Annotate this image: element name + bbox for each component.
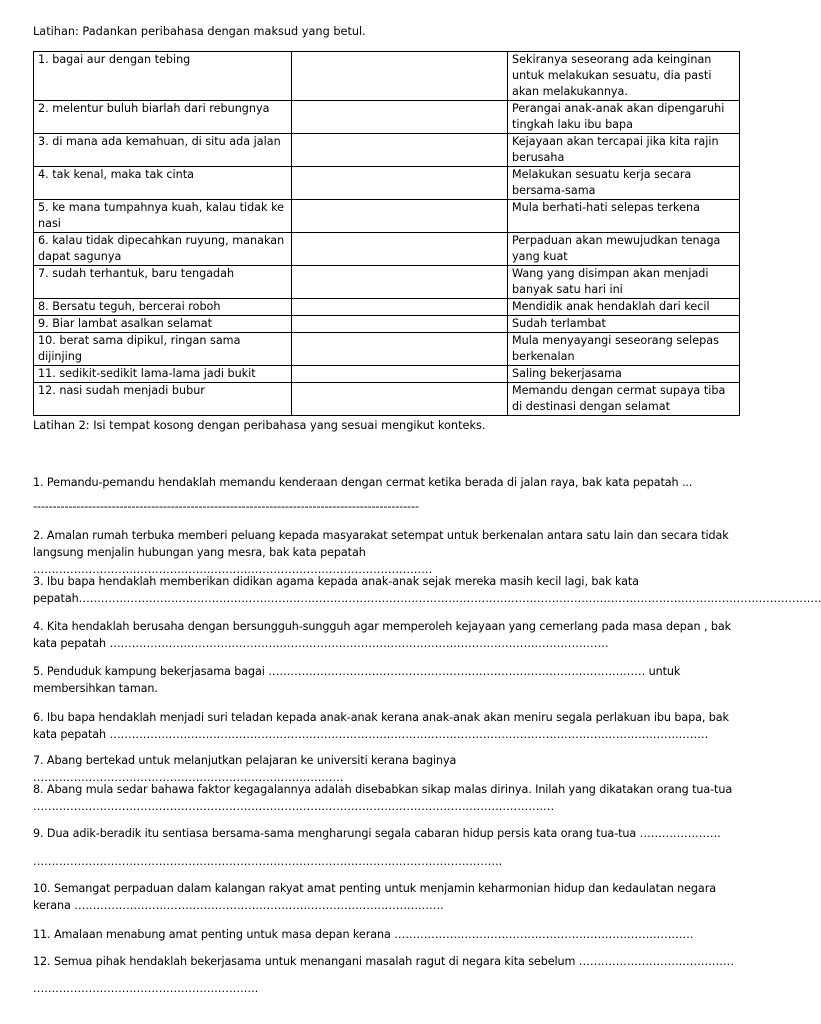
question-2: 2. Amalan rumah terbuka memberi peluang kepada masyarakat setempat untuk berkenalan antara satu lain dan secara tidak langsung menjalin hubungan yang mesra, bak kata pepatah ……………………………………………………………………………………………… [33,529,729,576]
peribahasa-cell: 4. tak kenal, maka tak cinta [34,167,292,200]
table-row [34,167,740,200]
answer-line[interactable]: -------------------------------------------------------------------------------------------------- [33,500,419,513]
question-9: 9. Dua adik-beradik itu sentiasa bersama-sama mengharungi segala cabaran hidup persis kata orang tua-tua …………………. [33,827,721,840]
peribahasa-cell: 3. di mana ada kemahuan, di situ ada jalan [34,134,292,167]
answer-blank-cell[interactable] [292,299,508,316]
maksud-cell: Perangai anak-anak akan dipengaruhi tingkah laku ibu bapa [508,101,740,134]
maksud-cell: Memandu dengan cermat supaya tiba di destinasi dengan selamat [508,383,740,416]
table-row [34,333,740,366]
question-1: 1. Pemandu-pemandu hendaklah memandu kenderaan dengan cermat ketika berada di jalan raya, bak kata pepatah ... [33,476,693,489]
question-7: 7. Abang bertekad untuk melanjutkan pelajaran ke universiti kerana baginya ………………………………………………………………………… [33,754,457,784]
matching-table [33,51,740,416]
answer-blank-cell[interactable] [292,333,508,366]
peribahasa-cell: 7. sudah terhantuk, baru tengadah [34,266,292,299]
question-4: 4. Kita hendaklah berusaha dengan bersungguh-sungguh agar memperoleh kejayaan yang cemerlang pada masa depan , bak kata pepatah ……………………………………………………………………………………………………………………… [33,620,732,650]
peribahasa-cell: 2. melentur buluh biarlah dari rebungnya [34,101,292,134]
table-row [34,200,740,233]
peribahasa-cell: 1. bagai aur dengan tebing [34,52,292,101]
latihan1-title: Latihan: Padankan peribahasa dengan maksud yang betul. [33,25,366,38]
answer-blank-cell[interactable] [292,200,508,233]
maksud-cell: Wang yang disimpan akan menjadi banyak satu hari ini [508,266,740,299]
maksud-cell: Mendidik anak hendaklah dari kecil [508,299,740,316]
answer-blank-cell[interactable] [292,167,508,200]
question-12: 12. Semua pihak hendaklah bekerjasama untuk menangani masalah ragut di negara kita sebelum …………………………………… [33,955,734,968]
table-row [34,316,740,333]
table-row [34,366,740,383]
peribahasa-cell: 11. sedikit-sedikit lama-lama jadi bukit [34,366,292,383]
answer-line[interactable]: ……………………………………………………. [33,982,259,995]
answer-line[interactable]: ………………………………………………………………………………………………………………. [33,855,503,868]
answer-blank-cell[interactable] [292,52,508,101]
peribahasa-cell: 10. berat sama dipikul, ringan sama dijinjing [34,333,292,366]
table-row [34,101,740,134]
table-row [34,299,740,316]
peribahasa-cell: 9. Biar lambat asalkan selamat [34,316,292,333]
peribahasa-cell: 8. Bersatu teguh, bercerai roboh [34,299,292,316]
answer-blank-cell[interactable] [292,266,508,299]
table-row [34,383,740,416]
peribahasa-cell: 6. kalau tidak dipecahkan ruyung, manakan dapat sagunya [34,233,292,266]
table-row [34,52,740,101]
maksud-cell: Kejayaan akan tercapai jika kita rajin berusaha [508,134,740,167]
latihan2-title: Latihan 2: Isi tempat kosong dengan peribahasa yang sesuai mengikut konteks. [33,419,486,432]
question-10: 10. Semangat perpaduan dalam kalangan rakyat amat penting untuk menjamin keharmonian hidup dan kedaulatan negara kerana ………………………………………………………………………………………. [33,882,716,912]
maksud-cell: Mula berhati-hati selepas terkena [508,200,740,233]
answer-blank-cell[interactable] [292,366,508,383]
question-3: 3. Ibu bapa hendaklah memberikan didikan agama kepada anak-anak sejak mereka masih kecil lagi, bak kata pepatah………………………………………………………………………………………………………………………………………………………………………………… [33,575,821,605]
maksud-cell: Melakukan sesuatu kerja secara bersama-sama [508,167,740,200]
answer-blank-cell[interactable] [292,316,508,333]
peribahasa-cell: 12. nasi sudah menjadi bubur [34,383,292,416]
answer-blank-cell[interactable] [292,101,508,134]
question-8: 8. Abang mula sedar bahawa faktor kegagalannya adalah disebabkan sikap malas dirinya. Inilah yang dikatakan orang tua-tua …………………………………………………………………………………………………………………………… [33,783,733,813]
maksud-cell: Sekiranya seseorang ada keinginan untuk melakukan sesuatu, dia pasti akan melakukannya. [508,52,740,101]
question-11: 11. Amalaan menabung amat penting untuk masa depan kerana ……………………………………………………………………… [33,928,694,941]
table-row [34,134,740,167]
maksud-cell: Saling bekerjasama [508,366,740,383]
maksud-cell: Mula menyayangi seseorang selepas berkenalan [508,333,740,366]
maksud-cell: Perpaduan akan mewujudkan tenaga yang kuat [508,233,740,266]
table-row [34,233,740,266]
question-5: 5. Penduduk kampung bekerjasama bagai ………………………………………………………………………………………… untuk membersihkan taman. [33,665,681,695]
question-6: 6. Ibu bapa hendaklah menjadi suri teladan kepada anak-anak kerana anak-anak akan meniru segala perlakuan ibu bapa, bak kata pepatah ……………………………………………………………………………………………………………………………………………… [33,711,729,741]
answer-blank-cell[interactable] [292,383,508,416]
table-row [34,266,740,299]
answer-blank-cell[interactable] [292,233,508,266]
answer-blank-cell[interactable] [292,134,508,167]
peribahasa-cell: 5. ke mana tumpahnya kuah, kalau tidak ke nasi [34,200,292,233]
maksud-cell: Sudah terlambat [508,316,740,333]
